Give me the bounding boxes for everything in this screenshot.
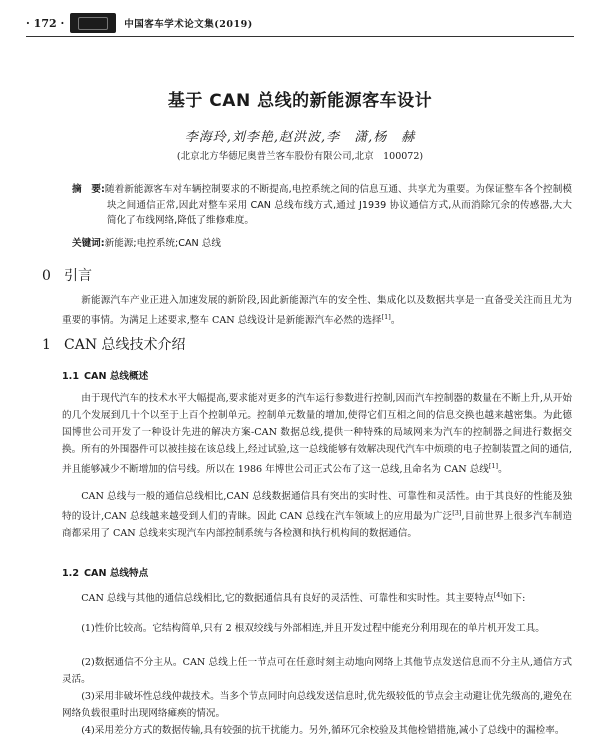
overview-paragraph-2	[62, 488, 572, 542]
subsection-number: 1.1	[62, 371, 79, 382]
citation: [3]	[452, 509, 462, 517]
feature-item-2: (2)数据通信不分主从。CAN 总线上任一节点可在任意时刻主动地向网络上其他节点发送信息而不分主从,通信方式灵活。	[62, 657, 572, 685]
keywords-text: 新能源;电控系统;CAN 总线	[104, 238, 221, 249]
subsection-number: 1.2	[62, 568, 79, 579]
paper-title: 基于 CAN 总线的新能源客车设计	[167, 91, 433, 111]
paragraph-text: 新能源汽车产业正进入加速发展的新阶段,因此新能源汽车的安全性、集成化以及数据共享是一直备受关注而且尤为重要的事情。为满足上述要求,整车 CAN 总线设计是新能源汽车必然的选择	[62, 295, 572, 327]
paragraph-text: CAN 总线与一般的通信总线相比,CAN 总线数据通信具有突出的实时性、可靠性和灵活性。由于其良好的性能及独特的设计,CAN 总线越来越受到人们的青睐。因此 CAN 总线在汽车领域上的应用最为广泛	[62, 491, 572, 523]
paragraph-text-cont: ,目前世界上很多汽车制造商都采用了 CAN 总线来实现汽车内部控制系统与各检测和执行机构间的数据通信。	[62, 511, 572, 540]
paragraph-text-end: 如下:	[502, 593, 526, 605]
section-heading-intro	[42, 265, 92, 285]
paper-authors: 李海玲,刘李艳,赵洪波,李 潇,杨 赫	[184, 130, 416, 145]
citation: [4]	[493, 591, 503, 599]
keywords-label: 关键词:	[72, 238, 105, 249]
paragraph-text: 由于现代汽车的技术水平大幅提高,要求能对更多的汽车运行参数进行控制,因而汽车控制器的数量在不断上升,从开始的几个发展到几十个以至于上百个控制单元。控制单元数量的增加,使得它们互相之间的信息交换也越来越密集。为此德国博世公司开发了一种设计先进的解决方案-CAN 数据总线,提供一种特殊的局域网来为汽车的控制器之间进行数据交换。所有的外围器件可以被挂接在该总线上,经过试验,这一总线能够有效解决现代汽车中烦琐的电子控制装置之间的通信,并且能够减少不断增加的信号线。所以在 1986 年博世公司正式公布了这一总线,且命名为 CAN 总线	[62, 393, 572, 476]
paragraph-text: CAN 总线与其他的通信总线相比,它的数据通信具有良好的灵活性、可靠性和实时性。其主要特点	[81, 593, 494, 605]
page-number: · 172 ·	[26, 16, 65, 30]
abstract	[72, 182, 572, 229]
journal-logo-icon	[70, 13, 116, 33]
paper-affiliation: (北京北方华德尼奥普兰客车股份有限公司,北京 100072)	[176, 151, 424, 162]
paragraph-text-end: 。	[390, 315, 401, 327]
subsection-heading-features	[62, 565, 148, 579]
header-divider	[26, 36, 574, 37]
citation: [1]	[381, 313, 391, 321]
keywords	[72, 235, 572, 249]
section-heading-can-intro	[42, 334, 186, 354]
overview-paragraph-1	[62, 390, 572, 478]
abstract-text: 随着新能源客车对车辆控制要求的不断提高,电控系统之间的信息互通、共享尤为重要。为保证整车各个控制模块之间通信正常,因此对整车采用 CAN 总线布线方式,通过 J1939 协议通信方式,从而消除冗余的传感器,大大简化了布线网络,降低了维修难度。	[104, 184, 572, 226]
section-number: 1	[42, 337, 51, 353]
abstract-label: 摘 要:	[72, 184, 105, 195]
feature-item-1: (1)性价比较高。它结构简单,只有 2 根双绞线与外部相连,并且开发过程中能充分利用现在的单片机开发工具。	[81, 623, 545, 634]
features-paragraph	[62, 587, 572, 607]
journal-name: 中国客车学术论文集(2019)	[124, 19, 253, 30]
subsection-title: CAN 总线概述	[84, 371, 149, 382]
feature-item-3: (3)采用非破坏性总线仲裁技术。当多个节点同时向总线发送信息时,优先级较低的节点会主动避让优先级高的,避免在网络负载很重时出现网络瘫痪的情况。	[62, 691, 572, 719]
feature-item-4: (4)采用差分方式的数据传输,具有较强的抗干扰能力。另外,循环冗余校验及其他检错措施,减小了总线中的漏检率。	[81, 725, 565, 736]
running-header	[26, 12, 574, 34]
citation: [1]	[488, 462, 499, 470]
intro-paragraph	[62, 292, 572, 329]
section-title: CAN 总线技术介绍	[64, 337, 186, 353]
subsection-title: CAN 总线特点	[84, 568, 149, 579]
section-title: 引言	[64, 268, 92, 284]
section-number: 0	[42, 268, 51, 284]
subsection-heading-overview	[62, 368, 148, 382]
paragraph-text-end: 。	[498, 464, 508, 476]
